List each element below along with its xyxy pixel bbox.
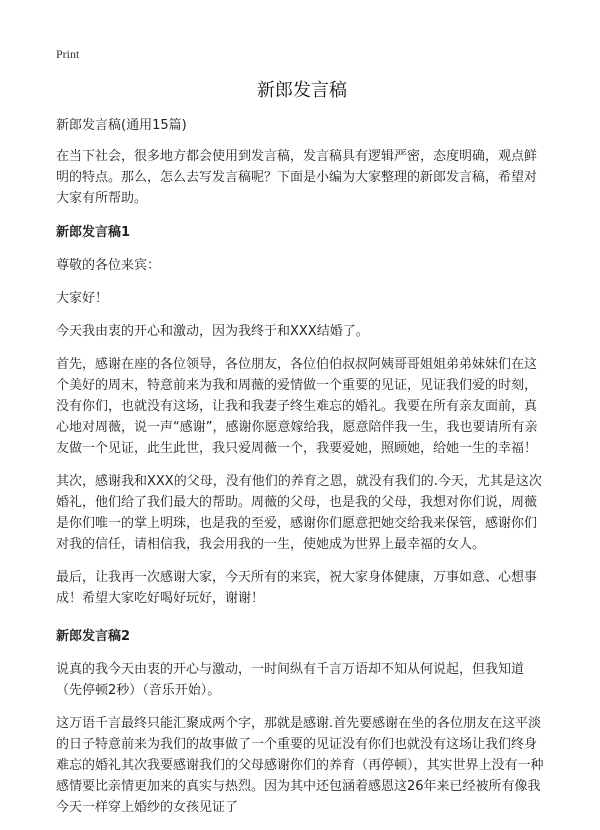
document-title: 新郎发言稿 <box>257 80 347 101</box>
section-heading-2: 新郎发言稿2 <box>56 629 131 644</box>
paragraph: 说真的我今天由衷的开心与激动，一时间纵有千言万语却不知从何说起，但我知道（先停顿2秒）（音乐开始）。 <box>56 662 525 698</box>
paragraph: 最后，让我再一次感谢大家，今天所有的来宾，祝大家身体健康，万事如意、心想事成！希望大家吃好喝好玩好，谢谢！ <box>56 570 538 606</box>
paragraph: 首先，感谢在座的各位领导，各位朋友，各位伯伯叔叔阿姨哥哥姐姐弟弟妹妹们在这个美好的周末，特意前来为我和周薇的爱情做一个重要的见证，见证我们爱的时刻，没有你们，也就没有这场，让我和我妻子终生难忘的婚礼。我要在所有亲友面前，真心地对周薇，说一声“感谢”，感谢你愿意嫁给我，愿意陪伴我一生，我也要请所有亲友做一个见证，此生此世，我只爱周薇一个，我要爱她，照顾她，给她一生的幸福！ <box>56 357 538 456</box>
document-subtitle: 新郎发言稿(通用15篇) <box>56 118 187 133</box>
paragraph: 尊敬的各位来宾： <box>56 258 161 273</box>
paragraph: 今天我由衷的开心和激动，因为我终于和XXX结婚了。 <box>56 324 369 339</box>
document-body <box>56 78 548 830</box>
section-heading-1: 新郎发言稿1 <box>56 225 131 240</box>
print-link[interactable]: Print <box>56 47 80 61</box>
paragraph: 大家好！ <box>56 291 109 306</box>
paragraph: 这万语千言最终只能汇聚成两个字，那就是感谢.首先要感谢在坐的各位朋友在这平淡的日子特意前来为我们的故事做了一个重要的见证没有你们也就没有这场让我们终身难忘的婚礼其次我要感谢我们的父母感谢你们的养育（再停顿），其实世界上没有一种感情要比亲情更加来的真实与热烈。因为其中还包涵着感恩这26年来已经被所有像我今天一样穿上婚纱的女孩见证了 <box>56 716 544 815</box>
paragraph: 其次，感谢我和XXX的父母，没有他们的养育之恩，就没有我们的.今天，尤其是这次婚礼，他们给了我们最大的帮助。周薇的父母，也是我的父母，我想对你们说，周薇是你们唯一的掌上明珠，也是我的至爱，感谢你们愿意把她交给我来保管，感谢你们对我的信任，请相信我，我会用我的一生，使她成为世界上最幸福的女人。 <box>56 474 542 552</box>
intro-paragraph: 在当下社会，很多地方都会使用到发言稿，发言稿具有逻辑严密，态度明确，观点鲜明的特点。那么，怎么去写发言稿呢？下面是小编为大家整理的新郎发言稿，希望对大家有所帮助。 <box>56 149 538 206</box>
